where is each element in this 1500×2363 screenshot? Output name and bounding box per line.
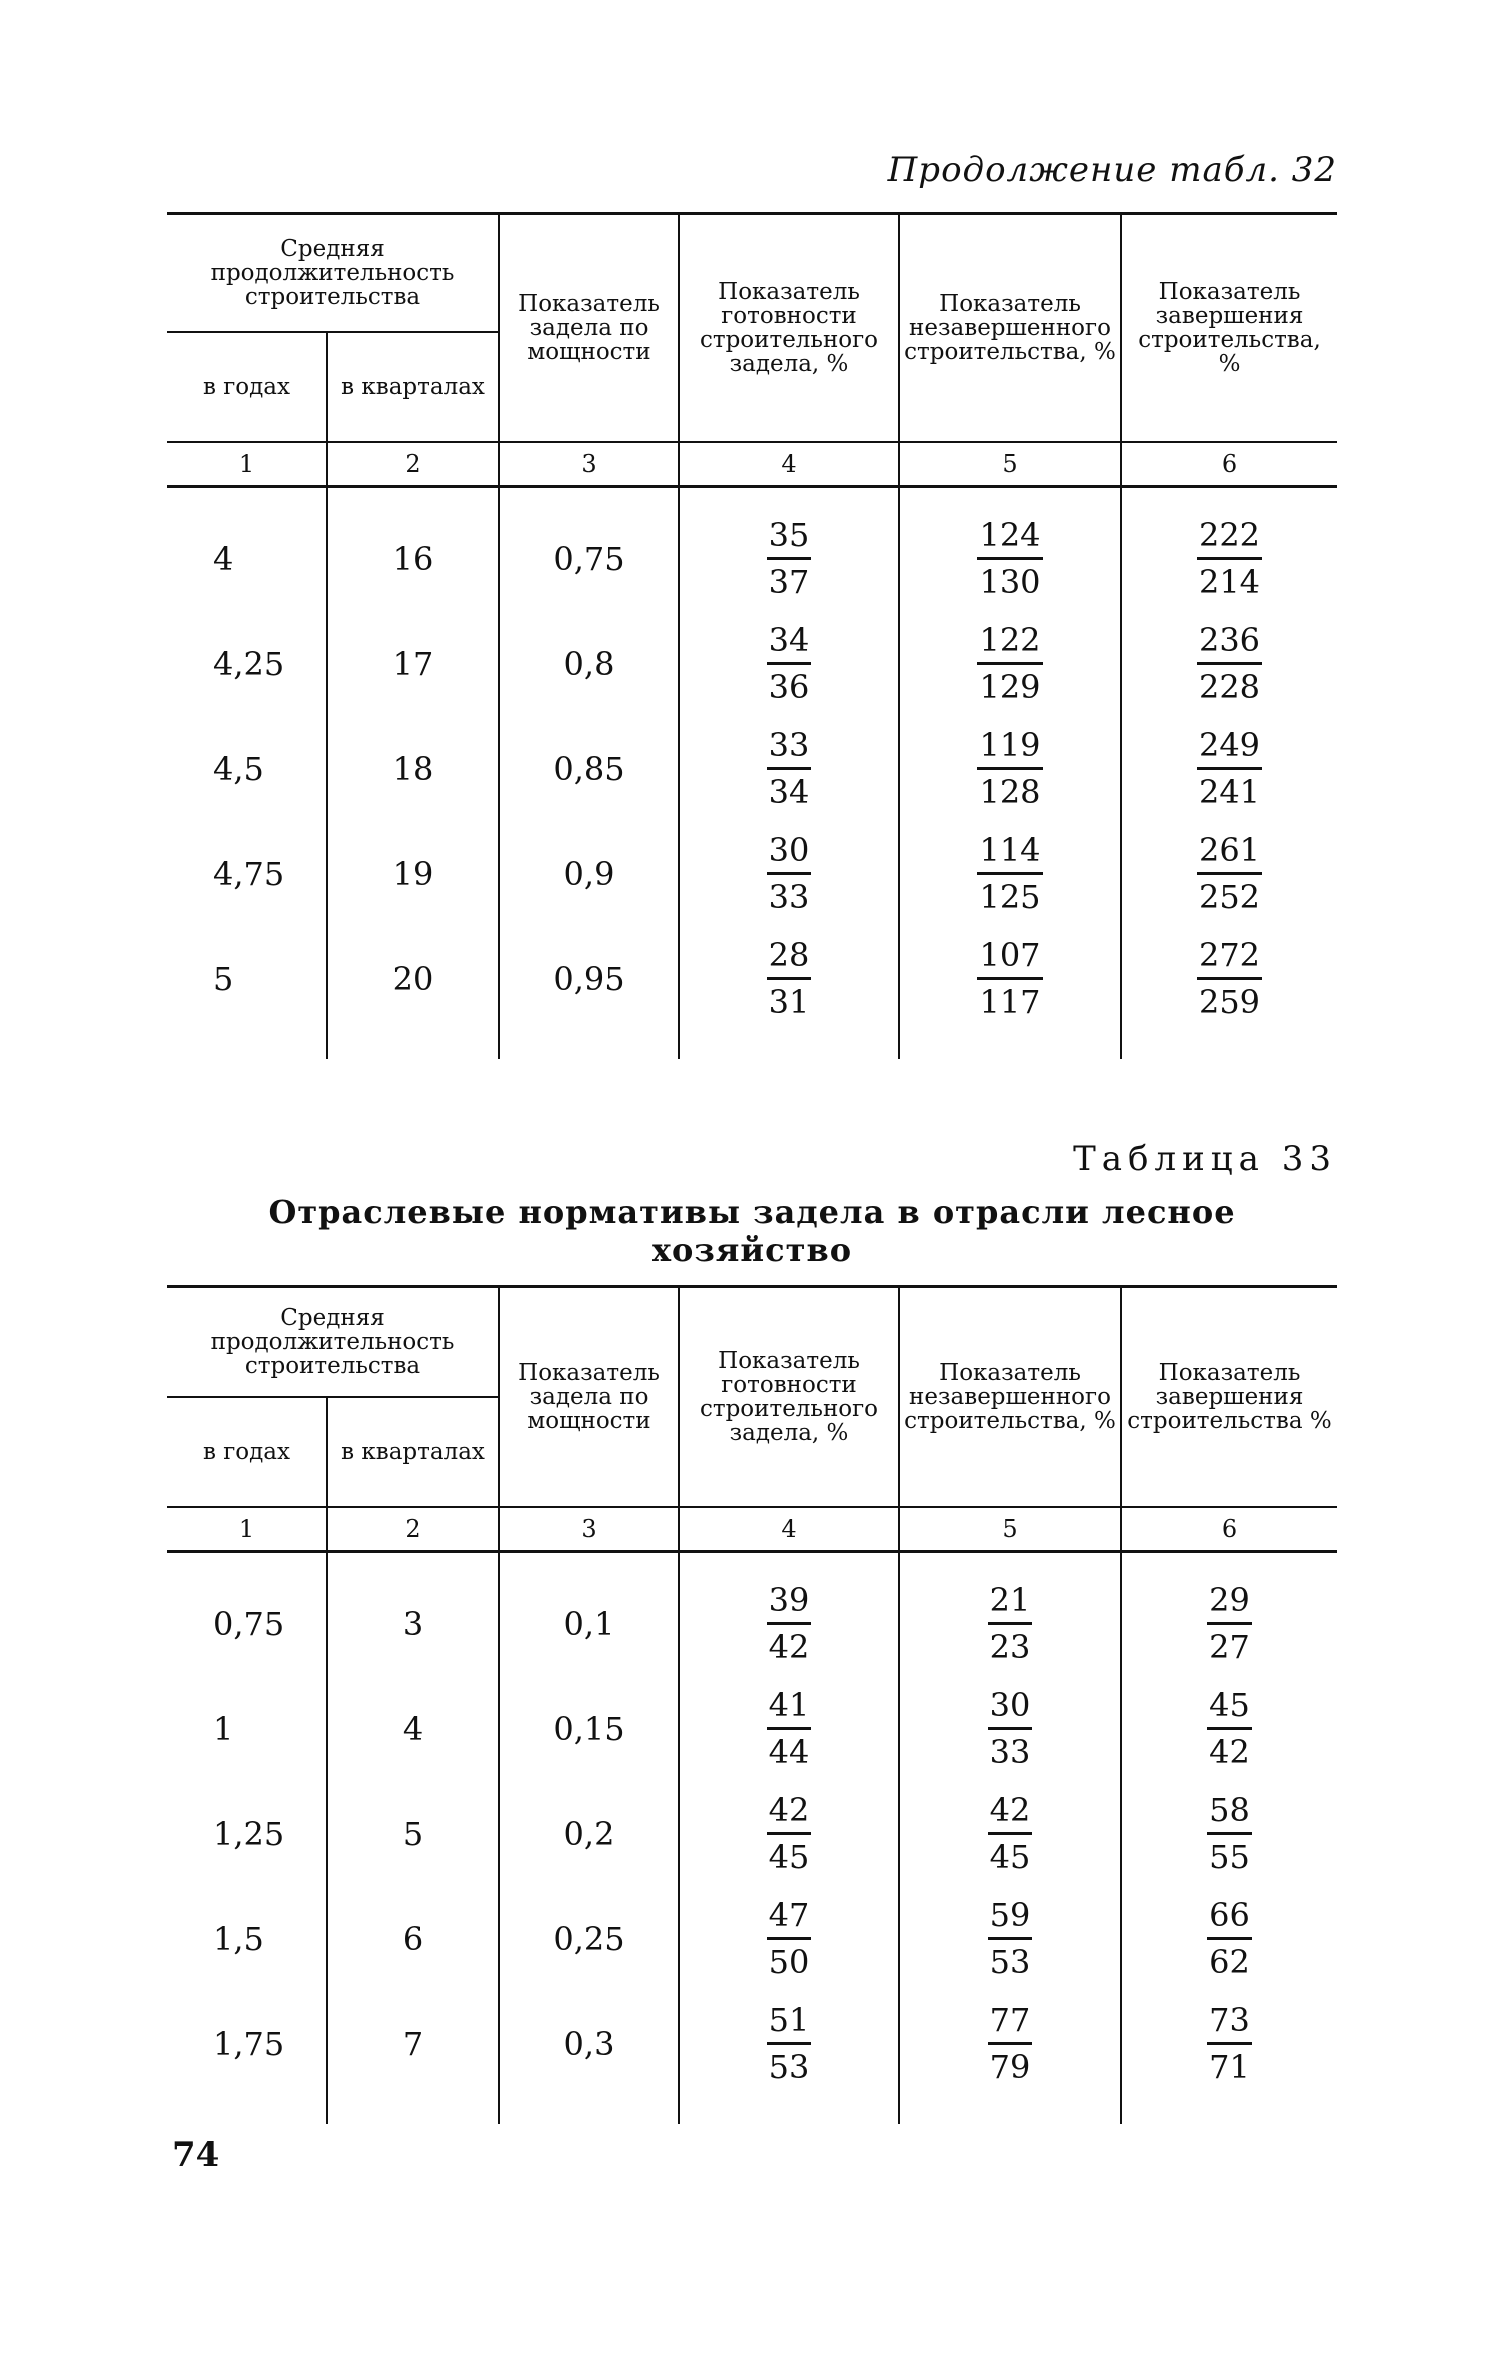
col-number: 3 <box>499 1507 679 1552</box>
fraction-denominator: 241 <box>1198 773 1261 811</box>
fraction-denominator: 117 <box>979 983 1041 1021</box>
fraction-denominator: 259 <box>1198 983 1261 1021</box>
fraction-numerator: 35 <box>767 513 812 560</box>
cell-quarters: 7 <box>327 1991 499 2124</box>
fraction-denominator: 37 <box>768 563 810 601</box>
fraction <box>977 933 1042 1024</box>
cell-unfinished <box>899 1676 1121 1781</box>
cell-years: 4 <box>213 539 234 578</box>
cell-completion <box>1121 611 1337 716</box>
cell-readiness <box>679 926 899 1059</box>
cell-years: 5 <box>213 959 234 998</box>
fraction-numerator: 45 <box>1207 1683 1252 1730</box>
col-number: 5 <box>899 1507 1121 1552</box>
fraction <box>1207 1683 1252 1774</box>
table-32 <box>167 212 1337 1059</box>
fraction-denominator: 27 <box>1209 1628 1250 1666</box>
fraction-numerator: 66 <box>1207 1893 1252 1940</box>
cell-readiness <box>679 1991 899 2124</box>
cell-quarters: 18 <box>327 716 499 821</box>
fraction <box>767 513 812 604</box>
fraction <box>977 828 1042 919</box>
cell-years: 4,25 <box>213 644 285 683</box>
col-number: 5 <box>899 442 1121 487</box>
cell-unfinished <box>899 611 1121 716</box>
cell-readiness <box>679 821 899 926</box>
cell-readiness <box>679 716 899 821</box>
table-row <box>167 1886 1337 1991</box>
cell-quarters: 5 <box>327 1781 499 1886</box>
col-number: 2 <box>327 442 499 487</box>
fraction-denominator: 50 <box>768 1943 810 1981</box>
fraction <box>767 1893 812 1984</box>
cell-quarters: 4 <box>327 1676 499 1781</box>
fraction <box>988 1893 1033 1984</box>
cell-unfinished <box>899 716 1121 821</box>
col-number: 6 <box>1121 442 1337 487</box>
fraction-denominator: 130 <box>979 563 1041 601</box>
table-row <box>167 1676 1337 1781</box>
cell-unfinished <box>899 926 1121 1059</box>
table-33-label: Таблица 33 <box>1073 1139 1337 1179</box>
page-number: 74 <box>172 2135 220 2175</box>
fraction-numerator: 34 <box>767 618 812 665</box>
fraction-denominator: 45 <box>768 1838 810 1876</box>
fraction <box>1197 933 1262 1024</box>
page <box>167 150 1337 2124</box>
fraction-denominator: 228 <box>1198 668 1261 706</box>
cell-unfinished <box>899 1552 1121 1677</box>
header-quarters: в кварталах <box>327 1397 499 1507</box>
fraction-numerator: 73 <box>1207 1998 1252 2045</box>
cell-completion <box>1121 1886 1337 1991</box>
cell-power: 0,95 <box>499 926 679 1059</box>
table-33-title: Отраслевые нормативы задела в отрасли лесное хозяйство <box>268 1193 1236 1269</box>
fraction-numerator: 122 <box>977 618 1042 665</box>
cell-years: 4,75 <box>213 854 285 893</box>
cell-years: 4,5 <box>213 749 264 788</box>
fraction-numerator: 236 <box>1197 618 1262 665</box>
col-number: 1 <box>167 1507 327 1552</box>
fraction-numerator: 261 <box>1197 828 1262 875</box>
fraction <box>767 723 812 814</box>
fraction-denominator: 42 <box>1209 1733 1250 1771</box>
col-number: 3 <box>499 442 679 487</box>
table-row <box>167 1991 1337 2124</box>
fraction <box>1197 513 1262 604</box>
fraction-denominator: 53 <box>989 1943 1031 1981</box>
cell-readiness <box>679 1781 899 1886</box>
col-number: 6 <box>1121 1507 1337 1552</box>
fraction-denominator: 31 <box>768 983 810 1021</box>
fraction-numerator: 41 <box>767 1683 812 1730</box>
header-unfinished: Показатель незавершенного строительства, % <box>899 1287 1121 1508</box>
cell-completion <box>1121 1991 1337 2124</box>
fraction <box>988 1998 1033 2089</box>
fraction-numerator: 119 <box>977 723 1042 770</box>
cell-completion <box>1121 1552 1337 1677</box>
header-completion: Показатель завершения строительства % <box>1121 1287 1337 1508</box>
cell-completion <box>1121 926 1337 1059</box>
header-years: в годах <box>202 1439 290 1465</box>
fraction-numerator: 51 <box>767 1998 812 2045</box>
fraction-denominator: 33 <box>989 1733 1031 1771</box>
fraction <box>1207 1998 1252 2089</box>
cell-quarters: 16 <box>327 487 499 612</box>
cell-power: 0,15 <box>499 1676 679 1781</box>
fraction <box>767 1788 812 1879</box>
fraction-denominator: 36 <box>768 668 810 706</box>
table-row <box>167 1552 1337 1677</box>
cell-unfinished <box>899 1991 1121 2124</box>
fraction-denominator: 252 <box>1198 878 1261 916</box>
table-row <box>167 611 1337 716</box>
fraction <box>767 618 812 709</box>
fraction-numerator: 42 <box>988 1788 1033 1835</box>
col-number: 2 <box>327 1507 499 1552</box>
header-quarters: в кварталах <box>327 332 499 442</box>
cell-completion <box>1121 821 1337 926</box>
fraction-denominator: 79 <box>989 2048 1031 2086</box>
cell-quarters: 3 <box>327 1552 499 1677</box>
table-row <box>167 487 1337 612</box>
cell-completion <box>1121 1781 1337 1886</box>
cell-years: 1 <box>213 1709 234 1748</box>
fraction <box>977 723 1042 814</box>
cell-years: 1,25 <box>213 1814 285 1853</box>
continuation-caption: Продолжение табл. 32 <box>887 150 1337 190</box>
fraction <box>1197 618 1262 709</box>
fraction <box>977 618 1042 709</box>
header-avg-duration: Средняя продолжительность строительства <box>167 214 499 333</box>
cell-power: 0,2 <box>499 1781 679 1886</box>
cell-quarters: 6 <box>327 1886 499 1991</box>
header-years: в годах <box>202 374 290 400</box>
cell-completion <box>1121 487 1337 612</box>
cell-readiness <box>679 487 899 612</box>
header-readiness: Показатель готовности строительного задела, % <box>679 214 899 443</box>
cell-unfinished <box>899 1781 1121 1886</box>
fraction <box>988 1788 1033 1879</box>
cell-readiness <box>679 1886 899 1991</box>
cell-readiness <box>679 1552 899 1677</box>
table-row <box>167 1781 1337 1886</box>
fraction-denominator: 214 <box>1198 563 1261 601</box>
header-power: Показатель задела по мощности <box>499 214 679 443</box>
cell-years: 1,5 <box>213 1919 264 1958</box>
cell-power: 0,3 <box>499 1991 679 2124</box>
col-number: 4 <box>679 442 899 487</box>
cell-quarters: 20 <box>327 926 499 1059</box>
cell-years: 0,75 <box>213 1604 285 1643</box>
fraction <box>988 1578 1033 1669</box>
fraction-denominator: 34 <box>768 773 810 811</box>
cell-readiness <box>679 1676 899 1781</box>
fraction-numerator: 222 <box>1197 513 1262 560</box>
fraction-denominator: 23 <box>989 1628 1031 1666</box>
cell-readiness <box>679 611 899 716</box>
fraction-denominator: 45 <box>989 1838 1031 1876</box>
cell-unfinished <box>899 487 1121 612</box>
cell-power: 0,1 <box>499 1552 679 1677</box>
cell-unfinished <box>899 821 1121 926</box>
fraction <box>767 933 812 1024</box>
fraction-denominator: 129 <box>979 668 1041 706</box>
fraction <box>767 828 812 919</box>
fraction-denominator: 53 <box>768 2048 810 2086</box>
fraction-numerator: 272 <box>1197 933 1262 980</box>
cell-quarters: 19 <box>327 821 499 926</box>
fraction-numerator: 59 <box>988 1893 1033 1940</box>
fraction-denominator: 71 <box>1209 2048 1250 2086</box>
fraction <box>977 513 1042 604</box>
cell-unfinished <box>899 1886 1121 1991</box>
fraction-numerator: 29 <box>1207 1578 1252 1625</box>
cell-quarters: 17 <box>327 611 499 716</box>
fraction <box>767 1578 812 1669</box>
header-completion: Показатель завершения строительства, % <box>1121 214 1337 443</box>
cell-completion <box>1121 1676 1337 1781</box>
fraction-denominator: 62 <box>1209 1943 1250 1981</box>
cell-power: 0,25 <box>499 1886 679 1991</box>
fraction-denominator: 55 <box>1209 1838 1250 1876</box>
fraction <box>1197 723 1262 814</box>
fraction <box>988 1683 1033 1774</box>
fraction-numerator: 107 <box>977 933 1042 980</box>
fraction-numerator: 58 <box>1207 1788 1252 1835</box>
col-number: 1 <box>167 442 327 487</box>
table-row <box>167 821 1337 926</box>
fraction-numerator: 39 <box>767 1578 812 1625</box>
fraction <box>1207 1578 1252 1669</box>
fraction <box>767 1683 812 1774</box>
cell-completion <box>1121 716 1337 821</box>
table-row <box>167 926 1337 1059</box>
cell-power: 0,8 <box>499 611 679 716</box>
col-number: 4 <box>679 1507 899 1552</box>
fraction-numerator: 33 <box>767 723 812 770</box>
header-power: Показатель задела по мощности <box>499 1287 679 1508</box>
fraction-denominator: 33 <box>768 878 810 916</box>
fraction-numerator: 21 <box>988 1578 1033 1625</box>
fraction-denominator: 42 <box>768 1628 810 1666</box>
fraction-numerator: 30 <box>988 1683 1033 1730</box>
table-33 <box>167 1285 1337 2124</box>
fraction-numerator: 42 <box>767 1788 812 1835</box>
fraction <box>767 1998 812 2089</box>
fraction-denominator: 125 <box>979 878 1041 916</box>
header-readiness: Показатель готовности строительного задела, % <box>679 1287 899 1508</box>
fraction-denominator: 128 <box>979 773 1041 811</box>
fraction-numerator: 28 <box>767 933 812 980</box>
fraction <box>1207 1893 1252 1984</box>
cell-power: 0,9 <box>499 821 679 926</box>
fraction-numerator: 77 <box>988 1998 1033 2045</box>
cell-power: 0,85 <box>499 716 679 821</box>
header-avg-duration: Средняя продолжительность строительства <box>167 1287 499 1398</box>
table-row <box>167 716 1337 821</box>
fraction <box>1207 1788 1252 1879</box>
fraction-numerator: 114 <box>977 828 1042 875</box>
header-unfinished: Показатель незавершенного строительства, % <box>899 214 1121 443</box>
cell-power: 0,75 <box>499 487 679 612</box>
fraction-numerator: 30 <box>767 828 812 875</box>
fraction-numerator: 249 <box>1197 723 1262 770</box>
fraction-numerator: 124 <box>977 513 1042 560</box>
fraction-denominator: 44 <box>768 1733 810 1771</box>
fraction-numerator: 47 <box>767 1893 812 1940</box>
cell-years: 1,75 <box>213 2024 285 2063</box>
fraction <box>1197 828 1262 919</box>
